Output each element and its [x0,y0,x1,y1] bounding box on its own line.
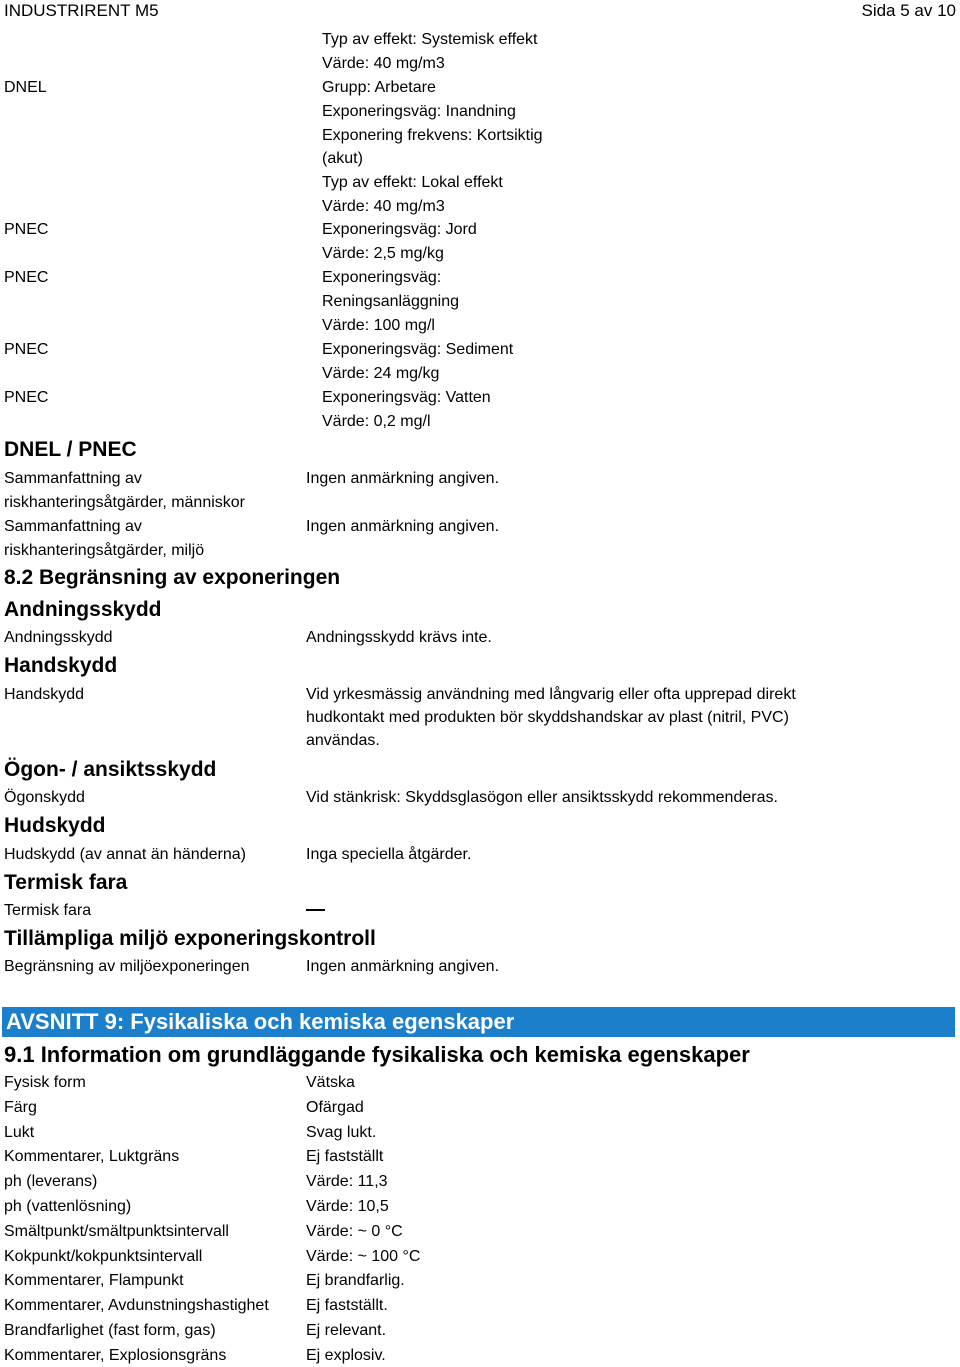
property-value: Ej fastställt. [306,1297,388,1314]
property-value: Ofärgad [306,1099,364,1116]
property-label: Kommentarer, Explosionsgräns [4,1347,227,1364]
dnel-pnec-row-value: Grupp: Arbetare [322,79,436,96]
property-label: Kommentarer, Flampunkt [4,1272,184,1289]
page-number: Sida 5 av 10 [861,1,956,20]
property-label: Fysisk form [4,1074,86,1091]
handskydd-value: användas. [306,732,380,749]
summary-value: Ingen anmärkning angiven. [306,470,500,487]
summary-label: riskhanteringsåtgärder, människor [4,494,246,511]
summary-label: Sammanfattning av [4,470,142,487]
andningsskydd-value: Andningsskydd krävs inte. [306,629,492,646]
dnel-pnec-row-value: Värde: 40 mg/m3 [322,198,445,215]
hudskydd-label: Hudskydd (av annat än händerna) [4,846,246,863]
dnel-pnec-row-value: Värde: 0,2 mg/l [322,413,431,430]
dnel-pnec-row-value: Exponeringsväg: Vatten [322,389,491,406]
property-value: Värde: 10,5 [306,1198,389,1215]
handskydd-label: Handskydd [4,686,85,703]
property-label: ph (leverans) [4,1173,98,1190]
property-value: Värde: 11,3 [306,1173,388,1190]
dnel-pnec-row-value: Exponering frekvens: Kortsiktig [322,127,543,144]
property-value: Ej relevant. [306,1322,387,1339]
property-label: Kommentarer, Avdunstningshastighet [4,1297,269,1314]
property-value: Värde: ~ 0 °C [306,1223,403,1240]
dnel-pnec-row-value: Exponeringsväg: [322,269,442,286]
termisk-label: Termisk fara [4,902,92,919]
property-value: Ej brandfarlig. [306,1272,405,1289]
termisk-heading: Termisk fara [4,871,128,894]
dnel-pnec-row-label: PNEC [4,341,49,358]
hudskydd-value: Inga speciella åtgärder. [306,846,472,863]
handskydd-value: hudkontakt med produkten bör skyddshandskar av plast (nitril, PVC) [306,709,789,726]
andningsskydd-heading: Andningsskydd [4,598,162,621]
dnel-pnec-row-value: Exponeringsväg: Inandning [322,103,516,120]
hudskydd-heading: Hudskydd [4,814,106,837]
dnel-pnec-row-value: Värde: 24 mg/kg [322,365,440,382]
summary-label: riskhanteringsåtgärder, miljö [4,542,205,559]
section-9-1-title: 9.1 Information om grundläggande fysikaliska och kemiska egenskaper [4,1042,750,1067]
dnel-pnec-row-value: (akut) [322,150,363,167]
property-label: Brandfarlighet (fast form, gas) [4,1322,216,1339]
empty-value-dash [306,909,325,911]
document-title: INDUSTRIRENT M5 [4,1,159,20]
dnel-pnec-row-value: Exponeringsväg: Sediment [322,341,514,358]
handskydd-heading: Handskydd [4,654,118,677]
handskydd-value: Vid yrkesmässig användning med långvarig eller ofta upprepad direkt [306,686,796,703]
property-label: Kommentarer, Luktgräns [4,1148,180,1165]
miljo-heading: Tillämpliga miljö exponeringskontroll [4,927,376,950]
dnel-pnec-row-value: Typ av effekt: Lokal effekt [322,174,503,191]
summary-label: Sammanfattning av [4,518,142,535]
dnel-pnec-row-value: Typ av effekt: Systemisk effekt [322,31,538,48]
dnel-pnec-row-value: Värde: 40 mg/m3 [322,55,445,72]
ogonskydd-value: Vid stänkrisk: Skyddsglasögon eller ansiktsskydd rekommenderas. [306,789,778,806]
property-label: ph (vattenlösning) [4,1198,132,1215]
dnel-pnec-row-label: DNEL [4,79,47,96]
dnel-pnec-row-value: Värde: 100 mg/l [322,317,435,334]
section-8-2-title: 8.2 Begränsning av exponeringen [4,566,341,589]
dnel-pnec-row-value: Exponeringsväg: Jord [322,221,477,238]
property-label: Färg [4,1099,37,1116]
dnel-pnec-row-label: PNEC [4,269,49,286]
section-9-bar: AVSNITT 9: Fysikaliska och kemiska egenskaper [2,1007,955,1037]
ogonskydd-label: Ögonskydd [4,789,85,806]
property-label: Kokpunkt/kokpunktsintervall [4,1248,203,1265]
property-value: Ej fastställt [306,1148,384,1165]
dnel-pnec-row-value: Reningsanläggning [322,293,459,310]
dnel-pnec-row-value: Värde: 2,5 mg/kg [322,245,444,262]
miljo-value: Ingen anmärkning angiven. [306,958,500,975]
property-value: Svag lukt. [306,1124,377,1141]
property-label: Lukt [4,1124,35,1141]
dnel-pnec-heading: DNEL / PNEC [4,438,137,461]
ogonskydd-heading: Ögon- / ansiktsskydd [4,758,217,781]
miljo-label: Begränsning av miljöexponeringen [4,958,250,975]
property-value: Ej explosiv. [306,1347,386,1364]
andningsskydd-label: Andningsskydd [4,629,113,646]
dnel-pnec-row-label: PNEC [4,389,49,406]
summary-value: Ingen anmärkning angiven. [306,518,500,535]
dnel-pnec-row-label: PNEC [4,221,49,238]
property-label: Smältpunkt/smältpunktsintervall [4,1223,229,1240]
property-value: Värde: ~ 100 °C [306,1248,421,1265]
property-value: Vätska [306,1074,355,1091]
